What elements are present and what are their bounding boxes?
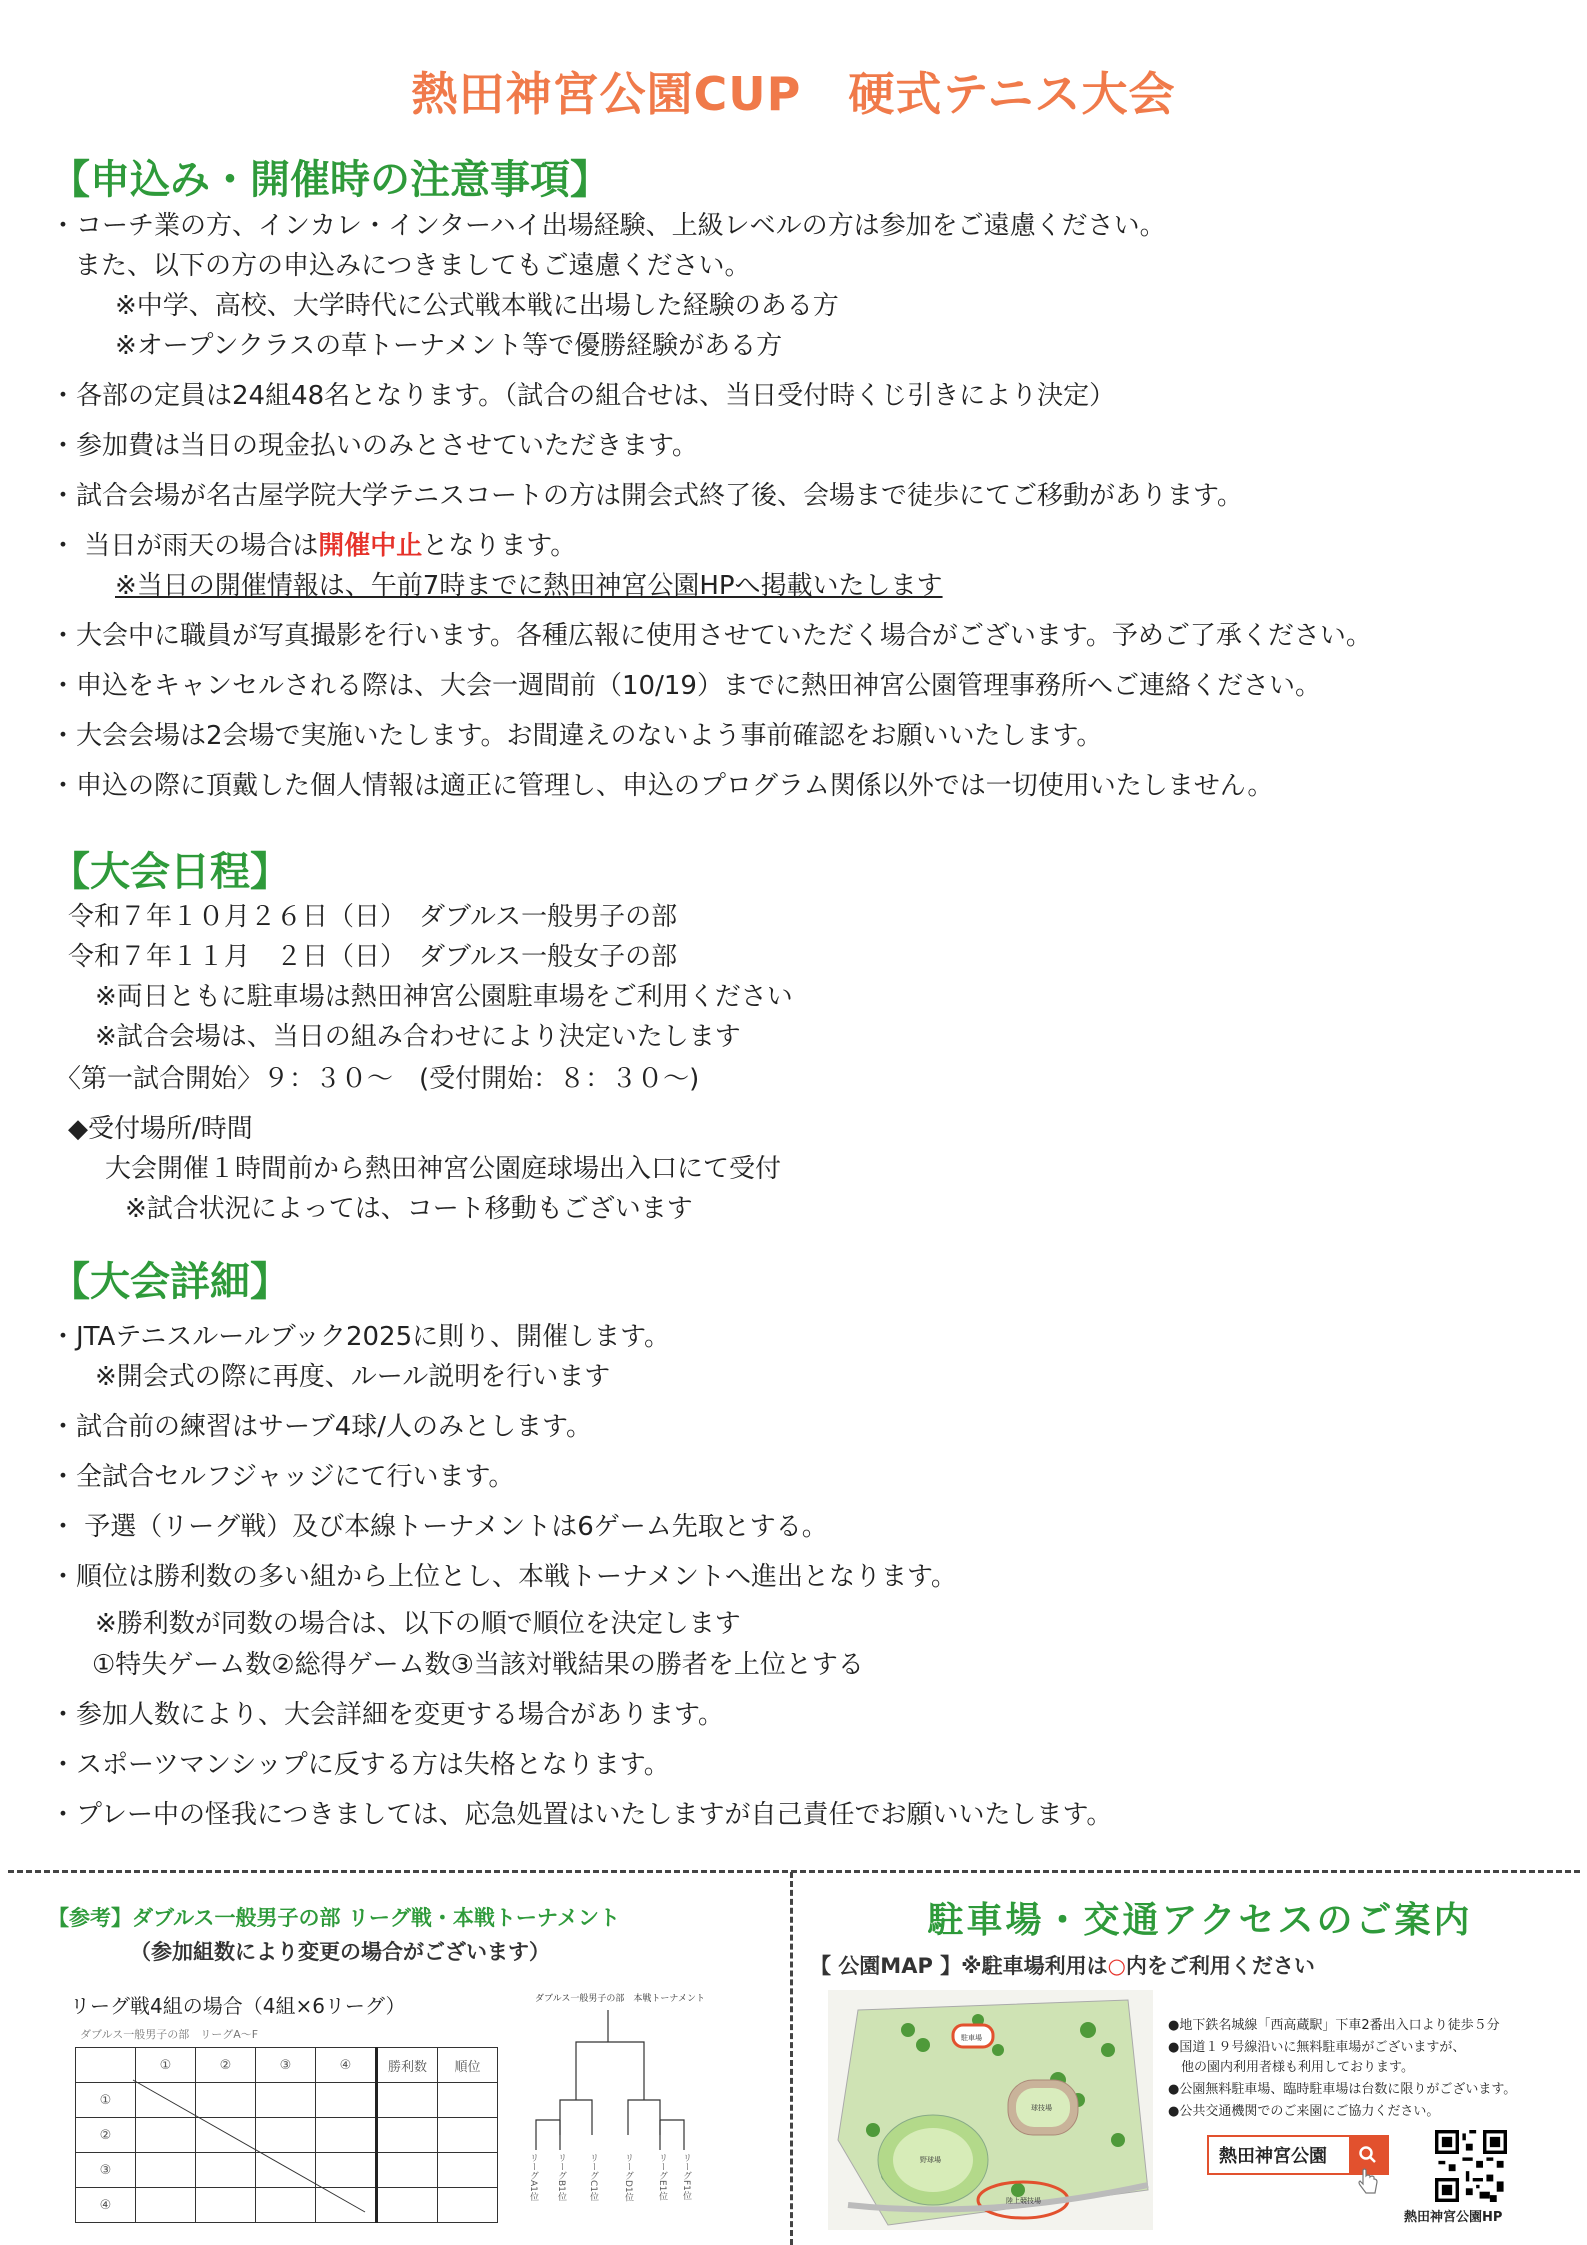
- tournament-title: ダブルス一般男子の部 本戦トーナメント: [535, 1994, 706, 2004]
- notes-line: ・ 試合会場が名古屋学院大学テニスコートの方は開会式終了後、会場まで徒歩にてご移動があります。: [50, 479, 1243, 513]
- schedule-line: 令和７年１１月 ２日（日） ダブルス一般女子の部: [68, 942, 678, 972]
- notes-line: ・ 大会会場は2会場で実施いたします。お間違えのないよう事前確認をお願いいたします。: [50, 719, 1102, 753]
- access-info: ●公共交通機関でのご来園にご協力ください。: [1168, 2104, 1440, 2119]
- page-title: 熱田神宮公園CUP 硬式テニス大会: [411, 67, 1176, 121]
- schedule-line: 令和７年１０月２６日（日） ダブルス一般男子の部: [68, 902, 678, 932]
- map-label: 【 公園MAP 】※駐車場利用は○内をご利用ください: [810, 1954, 1315, 1978]
- league-diagonal: [75, 2047, 455, 2217]
- notes-line: ※オープンクラスの草トーナメント等で優勝経験がある方: [115, 331, 783, 361]
- league-subtitle: ダブルス一般男子の部 リーグA～F: [80, 2028, 259, 2041]
- tournament-slot: リーグC1位: [588, 2153, 598, 2202]
- notes-line: ・ 大会中に職員が写真撮影を行います。各種広報に使用させていただく場合がございます。予めご了承ください。: [50, 619, 1372, 653]
- reference-note: （参加組数により変更の場合がございます）: [130, 1940, 550, 1964]
- tournament-bracket: [520, 2010, 740, 2150]
- pointer-hand-icon: [1357, 2166, 1379, 2196]
- access-info: ●地下鉄名城線「西高蔵駅」下車2番出入口より徒歩５分: [1168, 2018, 1500, 2033]
- map-text: 駐車場: [961, 2034, 982, 2042]
- map-text: 球技場: [1031, 2104, 1052, 2112]
- league-row-header: ②: [76, 2118, 136, 2153]
- details-line: ・ 試合前の練習はサーブ4球/人のみとします。: [50, 1410, 592, 1444]
- schedule-line: 〈第一試合開始〉９：３０～ (受付開始：８：３０～): [55, 1064, 700, 1094]
- access-title: 駐車場・交通アクセスのご案内: [927, 1900, 1473, 1941]
- league-col-header: ①: [136, 2048, 196, 2083]
- league-col-header: 勝利数: [377, 2048, 438, 2083]
- tournament-slot: リーグB1位: [556, 2153, 566, 2201]
- league-row-header: ③: [76, 2153, 136, 2188]
- tournament-slot: リーグA1位: [528, 2153, 538, 2201]
- access-info: ●国道１９号線沿いに無料駐車場がございますが、: [1168, 2040, 1466, 2055]
- schedule-line: ※両日ともに駐車場は熱田神宮公園駐車場をご利用ください: [95, 982, 793, 1012]
- league-title: リーグ戦4組の場合（4組×6リーグ）: [70, 1994, 406, 2018]
- league-col-header: ②: [196, 2048, 256, 2083]
- details-line: ※勝利数が同数の場合は、以下の順で順位を決定します: [95, 1609, 741, 1639]
- schedule-line: ◆受付場所/時間: [68, 1114, 253, 1144]
- hp-notice: ※当日の開催情報は、午前7時までに熱田神宮公園HPへ掲載いたします: [115, 571, 943, 601]
- map-text: 野球場: [920, 2156, 941, 2164]
- tournament-slot: リーグE1位: [657, 2153, 667, 2201]
- details-line: ・ 予選（リーグ戦）及び本線トーナメントは6ゲーム先取とする。: [50, 1510, 828, 1544]
- notes-line: ・ 申込をキャンセルされる際は、大会一週間前（10/19）までに熱田神宮公園管理事務所へご連絡ください。: [50, 669, 1321, 703]
- notes-heading: 【申込み・開催時の注意事項】: [50, 157, 610, 203]
- rain-notice: ・ 当日が雨天の場合は開催中止となります。: [50, 529, 576, 563]
- league-col-header: ④: [316, 2048, 377, 2083]
- tournament-slot: リーグF1位: [681, 2153, 691, 2200]
- schedule-heading: 【大会日程】: [50, 849, 290, 895]
- details-line: ・ 順位は勝利数の多い組から上位とし、本戦トーナメントへ進出となります。: [50, 1560, 957, 1594]
- divider-horizontal: [8, 1870, 1580, 1873]
- map-text: 陸上競技場: [1006, 2197, 1041, 2205]
- qr-caption: 熱田神宮公園HP: [1404, 2210, 1503, 2225]
- details-line: ※開会式の際に再度、ルール説明を行います: [95, 1362, 611, 1392]
- park-map: [828, 1990, 1153, 2230]
- league-col-header: ③: [256, 2048, 316, 2083]
- schedule-line: ※試合状況によっては、コート移動もございます: [125, 1194, 693, 1224]
- details-line: ・ JTAテニスルールブック2025に則り、開催します。: [50, 1320, 670, 1354]
- divider-vertical: [790, 1872, 793, 2245]
- tournament-slot: リーグD1位: [623, 2153, 633, 2202]
- access-info: ●公園無料駐車場、臨時駐車場は台数に限りがございます。: [1168, 2082, 1517, 2097]
- details-line: ・ 参加人数により、大会詳細を変更する場合があります。: [50, 1698, 724, 1732]
- notes-line: ※中学、高校、大学時代に公式戦本戦に出場した経験のある方: [115, 291, 839, 321]
- access-info: 他の園内利用者様も利用しております。: [1168, 2060, 1414, 2075]
- details-line: ・ 全試合セルフジャッジにて行います。: [50, 1460, 514, 1494]
- league-row-header: ①: [76, 2083, 136, 2118]
- notes-line: ・ コーチ業の方、インカレ・インターハイ出場経験、上級レベルの方は参加をご遠慮ください。: [50, 209, 1166, 243]
- reference-label: 【参考】ダブルス一般男子の部 リーグ戦・本戦トーナメント: [48, 1906, 620, 1930]
- schedule-line: ※試合会場は、当日の組み合わせにより決定いたします: [95, 1022, 741, 1052]
- details-line: ①特失ゲーム数②総得ゲーム数③当該対戦結果の勝者を上位とする: [92, 1650, 864, 1680]
- schedule-line: 大会開催１時間前から熱田神宮公園庭球場出入口にて受付: [105, 1154, 782, 1184]
- notes-line: ・ 申込の際に頂戴した個人情報は適正に管理し、申込のプログラム関係以外では一切使用いたしません。: [50, 769, 1273, 803]
- notes-line: ・ 参加費は当日の現金払いのみとさせていただきます。: [50, 429, 698, 463]
- league-col-header: 順位: [438, 2048, 498, 2083]
- details-line: ・ スポーツマンシップに反する方は失格となります。: [50, 1748, 670, 1782]
- notes-line: また、以下の方の申込みにつきましてもご遠慮ください。: [75, 251, 751, 281]
- details-line: ・ プレー中の怪我につきましては、応急処置はいたしますが自己責任でお願いいたします。: [50, 1798, 1112, 1832]
- details-heading: 【大会詳細】: [50, 1259, 290, 1305]
- notes-line: ・ 各部の定員は24組48名となります。（試合の組合せは、当日受付時くじ引きにより決定）: [50, 379, 1115, 413]
- league-row-header: ④: [76, 2188, 136, 2223]
- search-text: 熱田神宮公園: [1219, 2146, 1327, 2167]
- qr-code[interactable]: [1435, 2130, 1507, 2202]
